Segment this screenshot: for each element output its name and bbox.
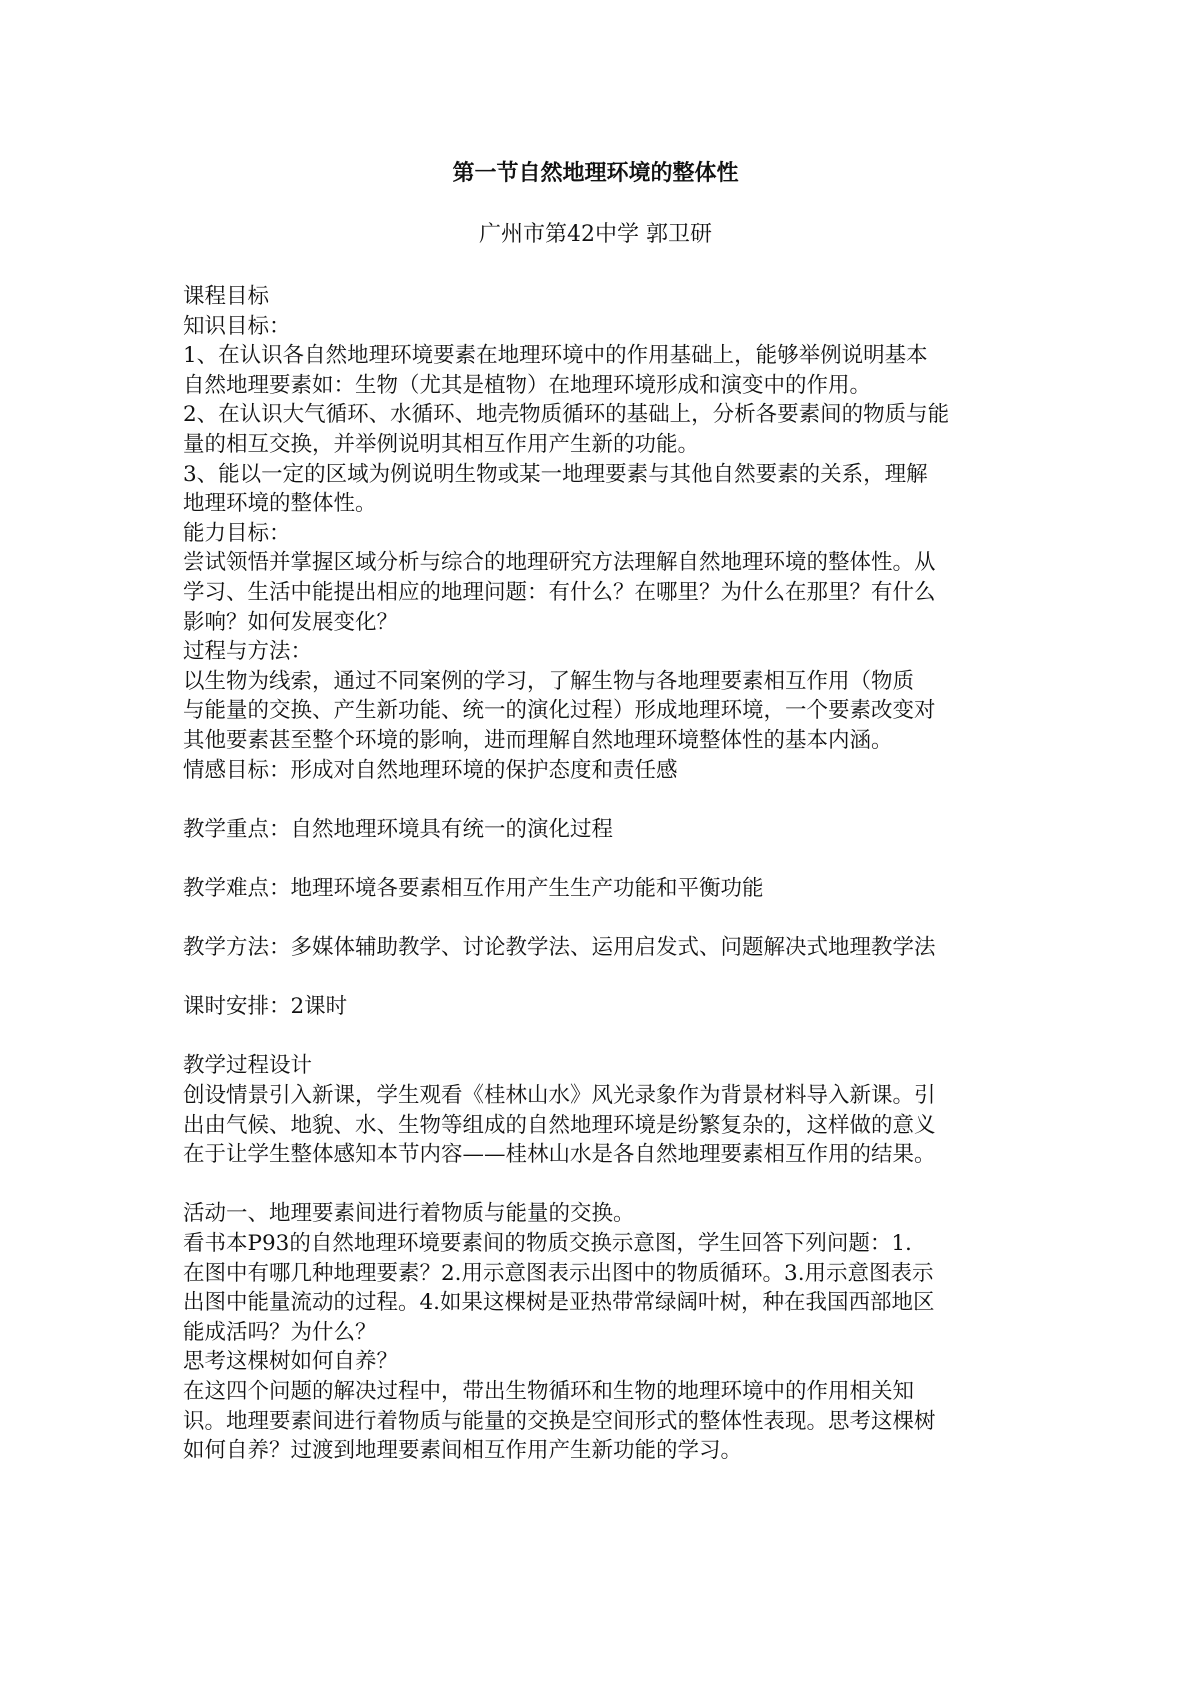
document-title: 第一节自然地理环境的整体性 [452,160,739,186]
body-line: 学习、生活中能提出相应的地理问题：有什么？在哪里？为什么在那里？有什么 [183,579,936,605]
document-author: 广州市第42中学 郭卫研 [479,222,712,247]
body-line: 在图中有哪几种地理要素？2.用示意图表示出图中的物质循环。3.用示意图表示 [183,1260,934,1286]
blank-line [183,1170,1020,1200]
body-line: 课时安排：2课时 [183,994,348,1020]
body-line: 知识目标： [183,313,291,339]
body-line: 创设情景引入新课，学生观看《桂林山水》风光录象作为背景材料导入新课。引 [183,1083,936,1109]
document-body [183,282,1020,1466]
body-line: 出由气候、地貌、水、生物等组成的自然地理环境是纷繁复杂的，这样做的意义 [183,1112,936,1138]
body-line: 过程与方法： [183,639,313,665]
body-line: 教学过程设计 [183,1053,313,1079]
body-line: 影响？如何发展变化？ [183,609,399,635]
blank-line [183,963,1020,993]
body-line: 在这四个问题的解决过程中，带出生物循环和生物的地理环境中的作用相关知 [183,1378,915,1404]
blank-line [183,1022,1020,1052]
body-line: 自然地理要素如：生物（尤其是植物）在地理环境形成和演变中的作用。 [183,372,872,398]
body-line: 出图中能量流动的过程。4.如果这棵树是亚热带常绿阔叶树，种在我国西部地区 [183,1290,935,1316]
body-line: 2、在认识大气循环、水循环、地壳物质循环的基础上，分析各要素间的物质与能 [183,402,950,428]
body-line: 活动一、地理要素间进行着物质与能量的交换。 [183,1201,635,1227]
blank-line [183,903,1020,933]
body-line: 看书本P93的自然地理环境要素间的物质交换示意图，学生回答下列问题：1. [183,1231,912,1256]
body-line: 地理环境的整体性。 [183,491,377,517]
body-line: 教学重点：自然地理环境具有统一的演化过程 [183,816,614,842]
body-line: 识。地理要素间进行着物质与能量的交换是空间形式的整体性表现。思考这棵树 [183,1408,936,1434]
body-line: 课程目标 [183,284,270,309]
body-line: 其他要素甚至整个环境的影响，进而理解自然地理环境整体性的基本内涵。 [183,727,893,753]
body-line: 3、能以一定的区域为例说明生物或某一地理要素与其他自然要素的关系，理解 [183,461,928,487]
body-line: 如何自养？过渡到地理要素间相互作用产生新功能的学习。 [183,1438,743,1464]
body-line: 以生物为线索，通过不同案例的学习，了解生物与各地理要素相互作用（物质 [183,668,915,694]
body-line: 与能量的交换、产生新功能、统一的演化过程）形成地理环境，一个要素改变对 [183,698,936,724]
body-line: 教学难点：地理环境各要素相互作用产生生产功能和平衡功能 [183,875,764,901]
body-line: 量的相互交换，并举例说明其相互作用产生新的功能。 [183,431,700,457]
blank-line [183,844,1020,874]
blank-line [183,785,1020,815]
body-line: 在于让学生整体感知本节内容——桂林山水是各自然地理要素相互作用的结果。 [183,1142,936,1168]
body-line: 教学方法：多媒体辅助教学、讨论教学法、运用启发式、问题解决式地理教学法 [183,935,936,961]
body-line: 1、在认识各自然地理环境要素在地理环境中的作用基础上，能够举例说明基本 [183,343,928,369]
body-line: 能成活吗？为什么？ [183,1319,377,1345]
body-line: 尝试领悟并掌握区域分析与综合的地理研究方法理解自然地理环境的整体性。从 [183,550,936,576]
body-line: 思考这棵树如何自养？ [183,1349,399,1375]
body-line: 情感目标：形成对自然地理环境的保护态度和责任感 [183,757,678,783]
body-line: 能力目标： [183,520,291,546]
